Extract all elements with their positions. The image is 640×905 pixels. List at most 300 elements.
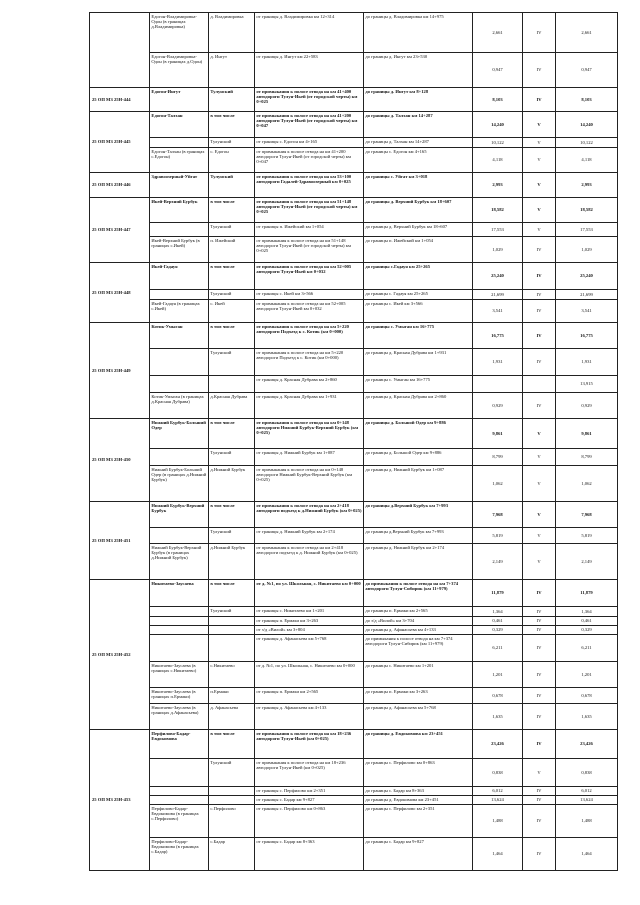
road-code-cell: 25 ОП МЗ 25Н-452	[90, 580, 150, 730]
district-cell: Тулунский	[209, 759, 255, 787]
to-cell: до границы д. Большой Одер км 9+886	[364, 449, 473, 466]
table-row	[90, 349, 618, 376]
total-length-cell: 17,553	[556, 223, 618, 237]
district-cell: с.Перфилово	[209, 805, 255, 838]
road-name-cell: Едогон-Талхан	[150, 112, 209, 138]
length-cell: 21,699	[473, 290, 523, 300]
from-cell: от границы д. Красная Дубрава км 1+931	[255, 393, 364, 419]
to-cell: до границы д. Красная Дубрава км 1+931	[364, 349, 473, 376]
from-cell: от границы д. Владимировка км 12+314	[255, 13, 364, 53]
roads-table-page	[89, 12, 617, 871]
table-body	[90, 13, 618, 871]
to-cell: до границы с. Умыган км 16+775	[364, 323, 473, 349]
district-cell: Тулунский	[209, 138, 255, 148]
road-name-cell: Котик-Умыган	[150, 323, 209, 349]
district-cell: в том числе	[209, 323, 255, 349]
to-cell: до границы д. Красная Дубрава км 2+860	[364, 393, 473, 419]
from-cell: от границы с. Перфилово км 0+863	[255, 805, 364, 838]
length-cell: 1,931	[473, 349, 523, 376]
length-cell: 0,947	[473, 53, 523, 88]
road-name-cell	[150, 617, 209, 626]
to-cell: до границы д.Верхний Бурбук км 7+993	[364, 528, 473, 544]
table-row	[90, 198, 618, 223]
from-cell: от примыкания к полосе отвода на км 18+236 автодороги Тулун-Икей (км 0+025)	[255, 759, 364, 787]
category-cell: IV	[523, 290, 556, 300]
from-cell: от границы д. Красная Дубрава км 2+860	[255, 376, 364, 393]
table-row	[90, 502, 618, 528]
total-length-cell: 1,201	[556, 662, 618, 688]
road-name-cell	[150, 759, 209, 787]
category-cell: V	[523, 419, 556, 449]
table-row	[90, 300, 618, 323]
road-name-cell: Икей-Гадауя	[150, 263, 209, 290]
total-length-cell: 0,678	[556, 688, 618, 704]
to-cell: до границы с. Перфилово км 2+351	[364, 805, 473, 838]
category-cell: IV	[523, 580, 556, 607]
district-cell: в том числе	[209, 419, 255, 449]
category-cell: IV	[523, 237, 556, 263]
table-row	[90, 237, 618, 263]
to-cell: до границы д.Верхний Бурбук км 7+993	[364, 502, 473, 528]
to-cell: до границы д. Ингут км 8+128	[364, 88, 473, 112]
district-cell: д. Афанасьева	[209, 704, 255, 730]
road-code-cell: 25 ОП МЗ 25Н-447	[90, 198, 150, 263]
district-cell: Тулунский	[209, 349, 255, 376]
from-cell: от границы с. Икей км 3+566	[255, 290, 364, 300]
road-name-cell	[150, 796, 209, 805]
category-cell: IV	[523, 300, 556, 323]
category-cell: V	[523, 528, 556, 544]
table-row	[90, 805, 618, 838]
table-row	[90, 704, 618, 730]
table-row	[90, 13, 618, 53]
road-name-cell: Икей-Гадауя (в границах с.Икей)	[150, 300, 209, 323]
total-length-cell: 2,149	[556, 544, 618, 580]
total-length-cell: 6,012	[556, 787, 618, 796]
total-length-cell: 13,915	[556, 376, 618, 393]
from-cell: от границы п. Ижейский км 1+054	[255, 223, 364, 237]
from-cell: от примыкания к полосе отвода на км 0+148 автодороги Нижний Бурбук-Верхний Бурбук (км 0+025)	[255, 466, 364, 502]
road-name-cell: Перфилово-Бадар-Евдокимова	[150, 730, 209, 759]
from-cell: от границы с. Едогон км 4+165	[255, 138, 364, 148]
length-cell: 6,012	[473, 787, 523, 796]
to-cell: до границы д. Владимировка км 14+975	[364, 13, 473, 53]
length-cell: 0,678	[473, 688, 523, 704]
category-cell: V	[523, 148, 556, 173]
road-name-cell: Никитаево-Заусаева (в границах с.Никитаево)	[150, 662, 209, 688]
from-cell: от примыкания к полосе отвода на км 0+148 автодороги Нижний Бурбук-Верхний Бурбук (км 0+025)	[255, 419, 364, 449]
roads-table	[89, 12, 618, 871]
road-name-cell	[150, 626, 209, 635]
from-cell: от границы п. Ермаки км 3+263	[255, 617, 364, 626]
road-name-cell	[150, 376, 209, 393]
table-row	[90, 173, 618, 198]
total-length-cell: 11,879	[556, 580, 618, 607]
to-cell: до границы д. Афанасьева км 5+768	[364, 704, 473, 730]
table-row	[90, 635, 618, 662]
road-name-cell: Никитаево-Заусаева (в границах д.Афанасьева)	[150, 704, 209, 730]
table-row	[90, 138, 618, 148]
from-cell: от границы с. Перфилово км 2+351	[255, 787, 364, 796]
district-cell: Тулунский	[209, 528, 255, 544]
road-code-cell: 25 ОП МЗ 25Н-451	[90, 502, 150, 580]
from-cell: от примыкания к полосе отвода на км 41+200 автодороги Тулун-Икей (от городской черты) км 0+047	[255, 112, 364, 138]
table-row	[90, 626, 618, 635]
from-cell: от примыкания к полосе отвода на км 41+200 автодороги Тулун-Икей (от городской черты) км 0+047	[255, 148, 364, 173]
total-length-cell: 1,029	[556, 237, 618, 263]
from-cell: от з/д «Вилой» км 3+804	[255, 626, 364, 635]
road-name-cell	[150, 607, 209, 617]
to-cell: до границы п. Ермаки км 3+263	[364, 688, 473, 704]
from-cell: от примыкания к полосе отвода на км 2+418 автодороги подъезд к д. Нижний Бурбук (км 0+025)	[255, 544, 364, 580]
total-length-cell: 0,329	[556, 626, 618, 635]
to-cell: до границы с. Бадар км 9+827	[364, 838, 473, 871]
length-cell: 17,553	[473, 223, 523, 237]
table-row	[90, 580, 618, 607]
road-name-cell: Здравоозерный-Уйгат	[150, 173, 209, 198]
road-name-cell	[150, 787, 209, 796]
length-cell: 0,838	[473, 759, 523, 787]
district-cell: в том числе	[209, 502, 255, 528]
category-cell: IV	[523, 704, 556, 730]
length-cell: 14,240	[473, 112, 523, 138]
category-cell: V	[523, 198, 556, 223]
table-row	[90, 53, 618, 88]
table-row	[90, 662, 618, 688]
table-row	[90, 796, 618, 805]
total-length-cell: 1,364	[556, 607, 618, 617]
from-cell: от границы д. Нижний Бурбук км 2+174	[255, 528, 364, 544]
road-name-cell: Едогон-Талхан (в границах с.Едогон)	[150, 148, 209, 173]
length-cell: 3,541	[473, 300, 523, 323]
road-name-cell	[150, 449, 209, 466]
category-cell: IV	[523, 838, 556, 871]
total-length-cell: 18,582	[556, 198, 618, 223]
to-cell: до границы д. Талхан км 14+287	[364, 138, 473, 148]
left-margin	[0, 0, 20, 905]
road-name-cell: Перфилово-Бадар-Евдокимова (в границах с.Перфилово)	[150, 805, 209, 838]
category-cell: V	[523, 466, 556, 502]
length-cell: 1,029	[473, 237, 523, 263]
category-cell: IV	[523, 263, 556, 290]
table-row	[90, 419, 618, 449]
district-cell: п. Ижейский	[209, 237, 255, 263]
length-cell: 7,968	[473, 502, 523, 528]
to-cell: до границы д. Евдокимова км 23+451	[364, 796, 473, 805]
table-row	[90, 393, 618, 419]
district-cell: в том числе	[209, 198, 255, 223]
to-cell: до примыкания к полосе отвода на км 7+374 автодороги Тулун-Сибирик (км 11+979)	[364, 580, 473, 607]
from-cell: от примыкания к полосе отвода на км 52+005 автодороги Тулун-Икей км 0+032	[255, 263, 364, 290]
from-cell: от д. №1, по ул. Школьная, с. Никитаево км 0+000	[255, 662, 364, 688]
from-cell: от границы д. Ингут км 22+583	[255, 53, 364, 88]
table-row	[90, 223, 618, 237]
road-name-cell: Никитаево-Заусаева	[150, 580, 209, 607]
district-cell	[209, 617, 255, 626]
road-code-cell: 25 ОП МЗ 25Н-446	[90, 173, 150, 198]
district-cell: с.Никитаево	[209, 662, 255, 688]
district-cell: в том числе	[209, 580, 255, 607]
from-cell: от примыкания к полосе отвода на км 18+236 автодороги Тулун-Икей (км 0+025)	[255, 730, 364, 759]
district-cell: Тулунский	[209, 223, 255, 237]
category-cell: IV	[523, 349, 556, 376]
district-cell: с. Икей	[209, 300, 255, 323]
table-row	[90, 290, 618, 300]
category-cell: IV	[523, 53, 556, 88]
road-name-cell	[150, 635, 209, 662]
total-length-cell: 2,993	[556, 173, 618, 198]
district-cell	[209, 635, 255, 662]
district-cell: с.Бадар	[209, 838, 255, 871]
length-cell: 16,775	[473, 323, 523, 349]
length-cell: 10,122	[473, 138, 523, 148]
road-name-cell: Нижний Бурбук-Больший Одер (в границах д.Нижний Бурбук)	[150, 466, 209, 502]
district-cell: Тулунский	[209, 173, 255, 198]
total-length-cell: 0,947	[556, 53, 618, 88]
road-name-cell: Никитаево-Заусаева (в границах п.Ермаки)	[150, 688, 209, 704]
road-name-cell	[150, 528, 209, 544]
category-cell: IV	[523, 323, 556, 349]
category-cell: IV	[523, 730, 556, 759]
total-length-cell: 0,461	[556, 617, 618, 626]
road-name-cell	[150, 290, 209, 300]
district-cell	[209, 376, 255, 393]
category-cell: V	[523, 138, 556, 148]
district-cell: д.Нижний Бурбук	[209, 544, 255, 580]
to-cell: до границы с. Уйгат км 3+018	[364, 173, 473, 198]
category-cell: IV	[523, 688, 556, 704]
road-name-cell: Едогон-Владимировка-Одон (в границах д.Владимировка)	[150, 13, 209, 53]
table-row	[90, 838, 618, 871]
from-cell: от границы с. Никитаево км 1+201	[255, 607, 364, 617]
from-cell: от границы с. Бадар км 9+827	[255, 796, 364, 805]
length-cell: 1,062	[473, 466, 523, 502]
table-row	[90, 617, 618, 626]
table-row	[90, 528, 618, 544]
category-cell: IV	[523, 393, 556, 419]
length-cell: 2,661	[473, 13, 523, 53]
table-row	[90, 607, 618, 617]
total-length-cell: 8,103	[556, 88, 618, 112]
length-cell: 1,635	[473, 704, 523, 730]
district-cell	[209, 796, 255, 805]
table-row	[90, 759, 618, 787]
category-cell: IV	[523, 88, 556, 112]
length-cell: 0,461	[473, 617, 523, 626]
road-name-cell: Нижний Бурбук-Верхний Бурбук (в границах д.Нижний Бурбук)	[150, 544, 209, 580]
category-cell: V	[523, 223, 556, 237]
table-row	[90, 112, 618, 138]
length-cell: 8,799	[473, 449, 523, 466]
road-name-cell: Нижний Бурбук-Верхний Бурбук	[150, 502, 209, 528]
length-cell: 5,819	[473, 528, 523, 544]
table-row	[90, 787, 618, 796]
total-length-cell: 9,861	[556, 419, 618, 449]
total-length-cell: 16,775	[556, 323, 618, 349]
category-cell: IV	[523, 805, 556, 838]
table-row	[90, 376, 618, 393]
from-cell: от примыкания к полосе отвода на км 52+005 автодороги Тулун-Икей км 0+032	[255, 300, 364, 323]
road-name-cell	[150, 349, 209, 376]
length-cell: 0,329	[473, 626, 523, 635]
to-cell: до границы с. Перфилово км 0+863	[364, 759, 473, 787]
total-length-cell: 7,968	[556, 502, 618, 528]
total-length-cell: 0,838	[556, 759, 618, 787]
length-cell: 13,624	[473, 796, 523, 805]
length-cell: 1,201	[473, 662, 523, 688]
category-cell: IV	[523, 626, 556, 635]
category-cell: IV	[523, 617, 556, 626]
length-cell: 6,211	[473, 635, 523, 662]
to-cell: до границы с. Гадауя км 25+265	[364, 290, 473, 300]
to-cell: до границы с.Гадауя км 25+265	[364, 263, 473, 290]
road-name-cell: Икей-Верхний Бурбук	[150, 198, 209, 223]
from-cell: от границы п. Ермаки км 2+565	[255, 688, 364, 704]
to-cell: до границы д. Верхний Бурбук км 18+607	[364, 198, 473, 223]
road-code-cell: 25 ОП МЗ 25Н-448	[90, 263, 150, 323]
category-cell: IV	[523, 13, 556, 53]
length-cell: 4,118	[473, 148, 523, 173]
from-cell: от границы д. Афанасьева км 5+768	[255, 635, 364, 662]
category-cell: V	[523, 502, 556, 528]
from-cell: от границы д. Нижний Бурбук км 1+087	[255, 449, 364, 466]
district-cell	[209, 626, 255, 635]
total-length-cell: 14,240	[556, 112, 618, 138]
to-cell: до границы с. Никитаево км 1+201	[364, 662, 473, 688]
to-cell: до границы д. Афанасьева км 4+133	[364, 626, 473, 635]
to-cell: до з/д «Вилой» км 3+704	[364, 617, 473, 626]
district-cell: д. Ингут	[209, 53, 255, 88]
to-cell: до границы д. Талхан км 14+287	[364, 112, 473, 138]
district-cell: Тулунский	[209, 449, 255, 466]
to-cell: до границы п. Ермаки км 2+565	[364, 607, 473, 617]
total-length-cell: 13,624	[556, 796, 618, 805]
to-cell: до границы д. Нижний Бурбук км 1+087	[364, 466, 473, 502]
road-code-cell: 25 ОП МЗ 25Н-450	[90, 419, 150, 502]
table-row	[90, 730, 618, 759]
total-length-cell: 1,635	[556, 704, 618, 730]
category-cell: IV	[523, 607, 556, 617]
category-cell: IV	[523, 635, 556, 662]
road-code-cell	[90, 13, 150, 88]
to-cell: до границы с. Бадар км 8+363	[364, 787, 473, 796]
district-cell: д. Владимировка	[209, 13, 255, 53]
category-cell: V	[523, 759, 556, 787]
from-cell: от примыкания к полосе отвода на км 51+148 автодороги Тулун-Икей (от городской черты) км 0+025	[255, 198, 364, 223]
total-length-cell: 21,699	[556, 290, 618, 300]
district-cell: в том числе	[209, 730, 255, 759]
district-cell: в том числе	[209, 112, 255, 138]
length-cell: 25,240	[473, 263, 523, 290]
road-code-cell: 25 ОП МЗ 25Н-445	[90, 112, 150, 173]
district-cell: п.Ермаки	[209, 688, 255, 704]
to-cell: до границы с. Умыган км 16+775	[364, 376, 473, 393]
road-name-cell: Едогон-Владимировка-Одон (в границах д.Одон)	[150, 53, 209, 88]
road-code-cell: 25 ОП МЗ 25Н-453	[90, 730, 150, 871]
table-row	[90, 263, 618, 290]
total-length-cell: 1,488	[556, 805, 618, 838]
road-code-cell: 25 ОП МЗ 25Н-449	[90, 323, 150, 419]
total-length-cell: 0,929	[556, 393, 618, 419]
category-cell: IV	[523, 662, 556, 688]
table-row	[90, 148, 618, 173]
from-cell: от примыкания к полосе отвода на км 2+418 автодороги подъезд к д.Нижний Бурбук (км 0+025)	[255, 502, 364, 528]
district-cell: с. Едогон	[209, 148, 255, 173]
district-cell: д.Красная Дубрава	[209, 393, 255, 419]
total-length-cell: 3,541	[556, 300, 618, 323]
table-row	[90, 466, 618, 502]
to-cell: до границы п. Ижейский км 1+054	[364, 237, 473, 263]
district-cell: Тулунский	[209, 607, 255, 617]
to-cell: до границы д. Нижний Бурбук км 2+174	[364, 544, 473, 580]
from-cell: от границы с. Бадар км 8+363	[255, 838, 364, 871]
total-length-cell: 25,240	[556, 263, 618, 290]
road-name-cell	[150, 138, 209, 148]
table-row	[90, 544, 618, 580]
to-cell: до границы д. Верхний Бурбук км 18+607	[364, 223, 473, 237]
from-cell: от примыкания к полосе отвода на км 53+100 автодороги Гадалей-Здравоозерный км 0+025	[255, 173, 364, 198]
to-cell: до границы с. Едогон км 4+165	[364, 148, 473, 173]
length-cell: 18,582	[473, 198, 523, 223]
length-cell: 1,488	[473, 805, 523, 838]
road-name-cell: Икей-Верхний Бурбук (в границах с.Икей)	[150, 237, 209, 263]
length-cell: 1,364	[473, 607, 523, 617]
length-cell: 23,426	[473, 730, 523, 759]
category-cell: IV	[523, 796, 556, 805]
table-row	[90, 449, 618, 466]
category-cell: V	[523, 544, 556, 580]
from-cell: от границы д. Афанасьева км 4+133	[255, 704, 364, 730]
from-cell: от д. №1, по ул. Школьная, с. Никитаево км 0+000	[255, 580, 364, 607]
length-cell: 9,861	[473, 419, 523, 449]
total-length-cell: 1,931	[556, 349, 618, 376]
total-length-cell: 1,062	[556, 466, 618, 502]
road-name-cell: Перфилово-Бадар-Евдокимова (в границах с.Бадар)	[150, 838, 209, 871]
district-cell: Тулунский	[209, 290, 255, 300]
total-length-cell: 1,464	[556, 838, 618, 871]
table-row	[90, 88, 618, 112]
length-cell	[473, 376, 523, 393]
length-cell: 0,929	[473, 393, 523, 419]
total-length-cell: 4,118	[556, 148, 618, 173]
road-code-cell: 25 ОП МЗ 25Н-444	[90, 88, 150, 112]
district-cell: в том числе	[209, 263, 255, 290]
from-cell: от примыкания к полосе отвода на км 5+220 автодороги Подъезд к с. Котик (км 0+000)	[255, 323, 364, 349]
length-cell: 11,879	[473, 580, 523, 607]
from-cell: от примыкания к полосе отвода на км 51+148 автодороги Тулун-Икей (от городской черты) км 0+025	[255, 237, 364, 263]
district-cell: д.Нижний Бурбук	[209, 466, 255, 502]
total-length-cell: 2,661	[556, 13, 618, 53]
length-cell: 2,149	[473, 544, 523, 580]
table-row	[90, 323, 618, 349]
to-cell: до границы д. Большой Одер км 9+886	[364, 419, 473, 449]
category-cell: V	[523, 112, 556, 138]
from-cell: от примыкания к полосе отвода на км 41+400 автодороги Тулун-Икей (от городской черты) км 0+025	[255, 88, 364, 112]
category-cell: IV	[523, 787, 556, 796]
category-cell	[523, 376, 556, 393]
total-length-cell: 8,799	[556, 449, 618, 466]
total-length-cell: 10,122	[556, 138, 618, 148]
length-cell: 8,103	[473, 88, 523, 112]
road-name-cell: Нижний Бурбук-Больший Одер	[150, 419, 209, 449]
to-cell: до границы д. Ингут км 23+530	[364, 53, 473, 88]
from-cell: от примыкания к полосе отвода на км 5+220 автодороги Подъезд к с. Котик (км 0+000)	[255, 349, 364, 376]
road-name-cell: Едогон-Ингут	[150, 88, 209, 112]
to-cell: до примыкания к полосе отвода на км 7+374 автодороги Тулун-Сибирик (км 11+979)	[364, 635, 473, 662]
total-length-cell: 23,426	[556, 730, 618, 759]
to-cell: до границы с. Икей км 3+566	[364, 300, 473, 323]
district-cell	[209, 787, 255, 796]
